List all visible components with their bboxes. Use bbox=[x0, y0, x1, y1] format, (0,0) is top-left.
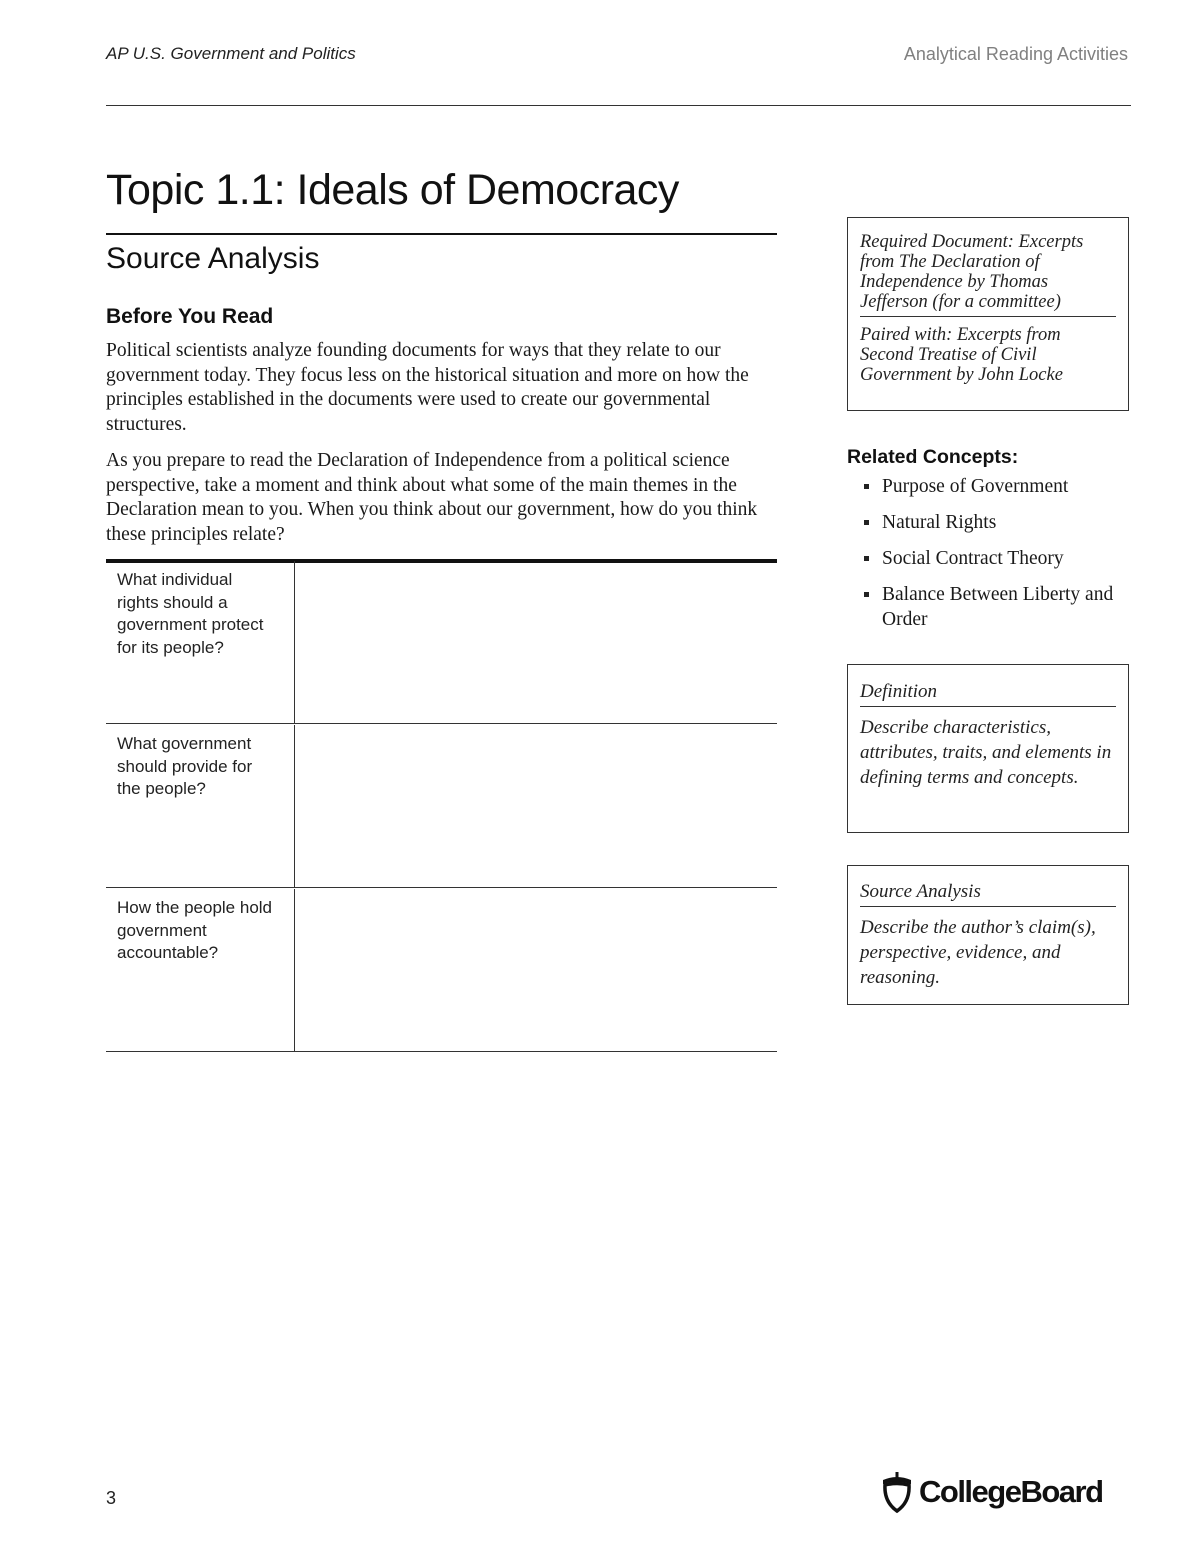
required-document-box bbox=[847, 217, 1129, 411]
bullet-icon bbox=[864, 484, 869, 489]
header-divider bbox=[106, 105, 1131, 106]
question-label: What individual rights should a government protect for its people? bbox=[117, 570, 264, 657]
college-board-logo bbox=[879, 1470, 1131, 1514]
definition-box bbox=[847, 664, 1129, 833]
bullet-icon bbox=[864, 556, 869, 561]
list-item bbox=[862, 546, 1122, 571]
related-concepts-list bbox=[862, 474, 1122, 643]
page-number: 3 bbox=[106, 1488, 117, 1508]
table-row bbox=[106, 561, 777, 724]
answer-cell[interactable] bbox=[294, 561, 777, 723]
source-analysis-body: Describe the author’s claim(s), perspective, evidence, and reasoning. bbox=[860, 917, 1096, 988]
list-item bbox=[862, 474, 1122, 499]
intro-paragraph: Political scientists analyze founding documents for ways that they relate to our government today. They focus less on the historical situation and more on how the principles established in the documents were used to create our governmental structures. bbox=[106, 340, 749, 435]
list-item bbox=[862, 582, 1122, 632]
concept-label: Social Contract Theory bbox=[882, 548, 1064, 569]
box-divider bbox=[860, 316, 1116, 317]
logo-wordmark: CollegeBoard bbox=[919, 1474, 1103, 1509]
running-header-course: AP U.S. Government and Politics bbox=[106, 44, 356, 63]
list-item bbox=[862, 510, 1122, 535]
title-divider bbox=[106, 233, 777, 235]
bullet-icon bbox=[864, 520, 869, 525]
before-you-read-heading: Before You Read bbox=[106, 305, 274, 328]
source-analysis-title: Source Analysis bbox=[860, 880, 1116, 907]
table-row bbox=[106, 725, 777, 888]
definition-title: Definition bbox=[860, 680, 1116, 707]
acorn-icon bbox=[879, 1470, 915, 1514]
definition-body: Describe characteristics, attributes, traits, and elements in defining terms and concepts. bbox=[860, 717, 1112, 788]
section-heading: Source Analysis bbox=[106, 242, 320, 275]
answer-cell[interactable] bbox=[294, 889, 777, 1051]
running-header-section: Analytical Reading Activities bbox=[903, 44, 1128, 64]
concept-label: Natural Rights bbox=[882, 512, 997, 533]
required-document-text: Required Document: Excerpts from The Declaration of Independence by Thomas Jefferson (for a committee) bbox=[860, 232, 1084, 312]
prompt-paragraph: As you prepare to read the Declaration of Independence from a political science perspective, take a moment and think about what some of the main themes in the Declaration mean to you. When you think about our government, how do you think these principles relate? bbox=[106, 450, 758, 545]
paired-with-text: Paired with: Excerpts from Second Treatise of Civil Government by John Locke bbox=[860, 325, 1063, 385]
concept-label: Purpose of Government bbox=[882, 476, 1069, 497]
related-concepts-heading: Related Concepts: bbox=[847, 446, 1019, 468]
question-label: How the people hold government accountable? bbox=[117, 898, 273, 962]
question-label: What government should provide for the people? bbox=[117, 734, 253, 798]
bullet-icon bbox=[864, 592, 869, 597]
answer-cell[interactable] bbox=[294, 725, 777, 887]
source-analysis-box bbox=[847, 865, 1129, 1005]
concept-label: Balance Between Liberty and Order bbox=[882, 584, 1114, 630]
table-row bbox=[106, 889, 777, 1052]
page-title: Topic 1.1: Ideals of Democracy bbox=[106, 166, 679, 214]
